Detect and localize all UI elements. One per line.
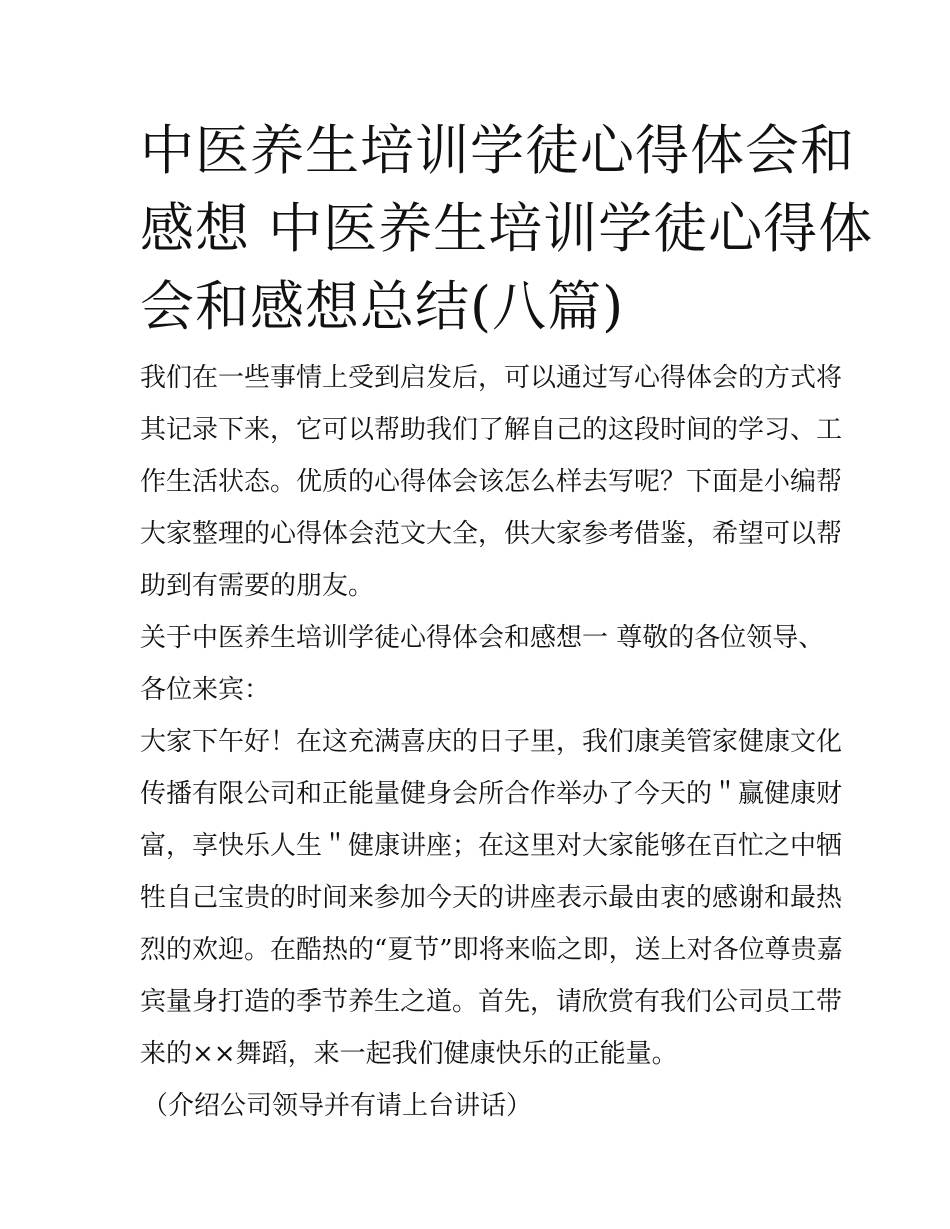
body-line: 我们在一些事情上受到启发后，可以通过写心得体会的方式将 — [140, 363, 843, 393]
body-line: 牲自己宝贵的时间来参加今天的讲座表示最由衷的感谢和最热 — [140, 883, 843, 913]
body-line: 富，享快乐人生＂健康讲座；在这里对大家能够在百忙之中牺 — [140, 831, 843, 861]
title-line-2: 感想 中医养生培训学徒心得体 — [140, 197, 874, 260]
body-line: 作生活状态。优质的心得体会该怎么样去写呢？下面是小编帮 — [140, 467, 843, 497]
title-line-1: 中医养生培训学徒心得体会和 — [140, 119, 855, 182]
body-line: （介绍公司领导并有请上台讲话） — [142, 1091, 533, 1121]
body-line: 宾量身打造的季节养生之道。首先，请欣赏有我们公司员工带 — [140, 987, 843, 1017]
body-line: 助到有需要的朋友。 — [140, 571, 375, 601]
body-line: 烈的欢迎。在酷热的“夏节”即将来临之即，送上对各位尊贵嘉 — [140, 935, 843, 965]
document-title — [140, 112, 874, 346]
body-line: 各位来宾： — [140, 675, 271, 705]
body-line: 其记录下来，它可以帮助我们了解自己的这段时间的学习、工 — [140, 415, 843, 445]
body-line: 大家下午好！在这充满喜庆的日子里，我们康美管家健康文化 — [140, 727, 843, 757]
body-line: 来的××舞蹈，来一起我们健康快乐的正能量。 — [140, 1039, 678, 1069]
title-line-3: 会和感想总结(八篇) — [140, 275, 625, 338]
body-line: 大家整理的心得体会范文大全，供大家参考借鉴，希望可以帮 — [140, 519, 843, 549]
body-line: 传播有限公司和正能量健身会所合作举办了今天的＂赢健康财 — [140, 779, 843, 809]
document-body — [140, 352, 843, 1132]
body-line: 关于中医养生培训学徒心得体会和感想一 尊敬的各位领导、 — [140, 623, 825, 653]
